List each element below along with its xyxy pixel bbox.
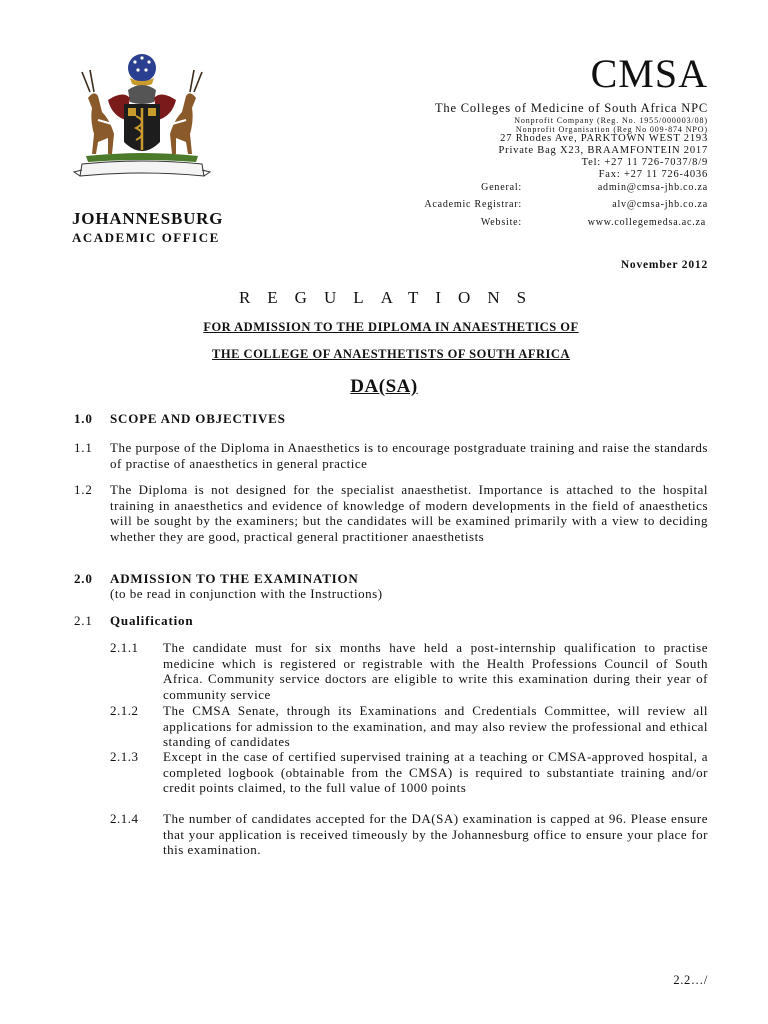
fax: Fax: +27 11 726-4036	[598, 169, 708, 180]
website-link[interactable]: www.collegemedsa.ac.za	[587, 217, 706, 228]
diploma-abbreviation: DA(SA)	[350, 376, 418, 397]
clause-text: The purpose of the Diploma in Anaesthetics is to encourage postgraduate training and raise the standards of practise of anaesthetics in general practice	[110, 440, 708, 471]
section-number: 2.0	[74, 571, 93, 586]
section-heading: ADMISSION TO THE EXAMINATION	[110, 571, 359, 586]
section-number: 1.0	[74, 411, 93, 426]
organisation-registration: Nonprofit Organisation (Reg No 009-874 NPO)	[515, 125, 708, 134]
organisation-name: The Colleges of Medicine of South Africa NPC	[434, 101, 708, 115]
cmsa-heading: CMSA	[590, 51, 708, 96]
general-label: General:	[481, 182, 522, 193]
subsection-heading: Qualification	[110, 613, 194, 628]
office-name: ACADEMIC OFFICE	[72, 230, 220, 245]
website-label: Website:	[480, 217, 522, 228]
cmsa-crest-logo	[68, 50, 216, 190]
company-registration: Nonprofit Company (Reg. No. 1955/000003/08)	[514, 116, 708, 125]
registrar-label: Academic Registrar:	[424, 199, 522, 210]
office-city: JOHANNESBURG	[72, 209, 224, 228]
registrar-email[interactable]: alv@cmsa-jhb.co.za	[612, 199, 708, 210]
telephone: Tel: +27 11 726-7037/8/9	[581, 157, 708, 168]
postal-address: Private Bag X23, BRAAMFONTEIN 2017	[498, 145, 708, 156]
subclause-text: The candidate must for six months have held a post-internship qualification to practise medicine which is registered or registrable with the Health Professions Council of South Africa. Community service doctors are eligible to write this examination during their year of community service	[163, 640, 708, 702]
subtitle-line-2: THE COLLEGE OF ANAESTHETISTS OF SOUTH AFRICA	[212, 347, 570, 361]
subclause-number: 2.1.2	[110, 703, 139, 718]
subclause-number: 2.1.4	[110, 811, 139, 826]
continuation-marker: 2.2…/	[673, 973, 708, 987]
clause-number: 1.1	[74, 440, 93, 455]
section-heading: SCOPE AND OBJECTIVES	[110, 411, 286, 426]
clause-text: The Diploma is not designed for the specialist anaesthetist. Importance is attached to the hospital training in anaesthetics and evidence of knowledge of modern developments in the field of anaesthetics will be sought by the examiners; but the candidates will be examined primarily with a view to deciding whether they are good, practical general practitioner anaesthetists	[110, 482, 708, 544]
subclause-text: The number of candidates accepted for the DA(SA) examination is capped at 96. Please ensure that your application is received timeously by the Johannesburg office to ensure your place for this examination.	[163, 811, 708, 857]
subclause-number: 2.1.1	[110, 640, 139, 655]
subclause-text: Except in the case of certified supervised training at a teaching or CMSA-approved hospital, a completed logbook (obtainable from the CMSA) is required to substantiate training and/or credit points claimed, to the full value of 1000 points	[163, 749, 708, 795]
clause-number: 2.1	[74, 613, 93, 628]
section-note: (to be read in conjunction with the Instructions)	[110, 586, 383, 601]
subclause-text: The CMSA Senate, through its Examinations and Credentials Committee, will review all applications for admission to the examination, and may also review the professional and ethical standing of candidates	[163, 703, 708, 749]
document-date: November 2012	[620, 259, 708, 271]
street-address: 27 Rhodes Ave, PARKTOWN WEST 2193	[500, 133, 708, 144]
clause-number: 1.2	[74, 482, 93, 497]
general-email[interactable]: admin@cmsa-jhb.co.za	[597, 182, 708, 193]
document-title: REGULATIONS	[238, 288, 544, 307]
subclause-number: 2.1.3	[110, 749, 139, 764]
subtitle-line-1: FOR ADMISSION TO THE DIPLOMA IN ANAESTHETICS OF	[203, 320, 579, 334]
